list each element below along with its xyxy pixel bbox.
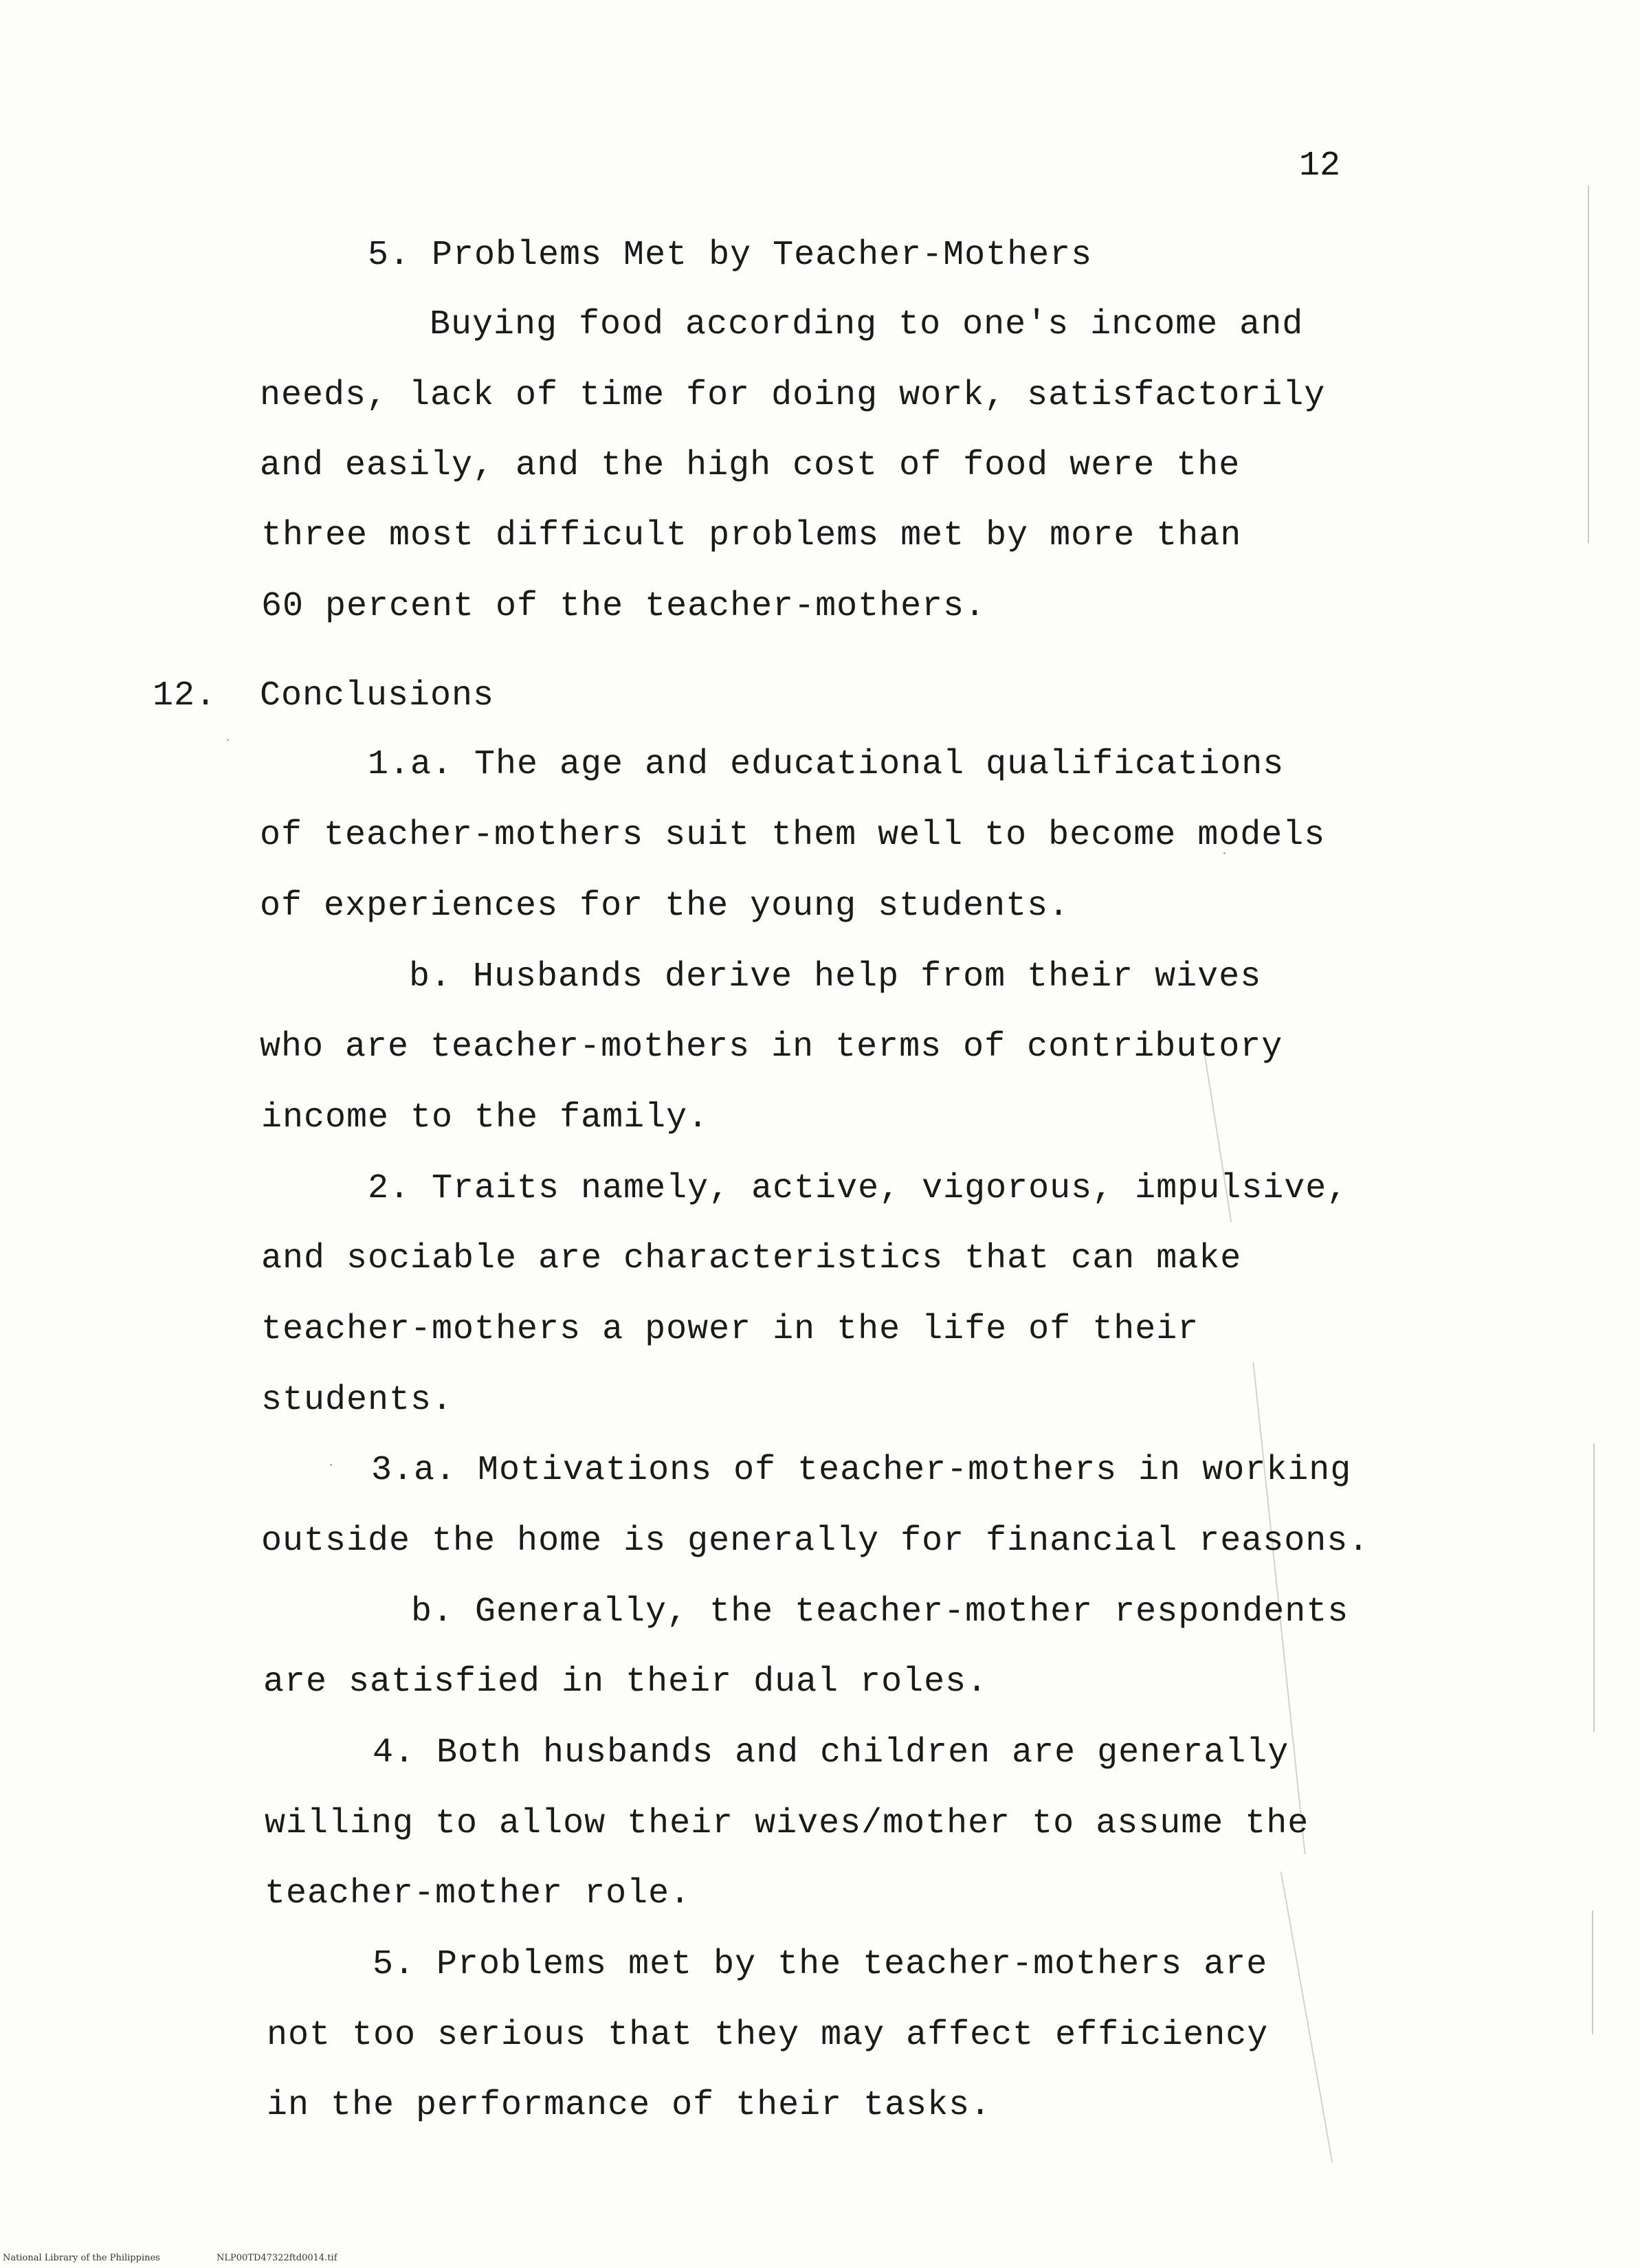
conclusion-line: not too serious that they may affect efficiency [267, 2016, 1269, 2055]
conclusion-line: willing to allow their wives/mother to assume the [265, 1804, 1309, 1843]
conclusion-line: b. Husbands derive help from their wives [409, 957, 1262, 997]
paper-crease [1281, 1871, 1333, 2163]
conclusion-line: of teacher-mothers suit them well to become models [260, 816, 1326, 855]
conclusion-line: students. [261, 1381, 454, 1420]
scan-speck [227, 739, 229, 741]
conclusion-line: 2. Traits namely, active, vigorous, impulsive, [368, 1169, 1349, 1208]
conclusion-line: 5. Problems met by the teacher-mothers are [373, 1945, 1268, 1984]
scan-edge-mark [1588, 186, 1589, 543]
conclusion-line: teacher-mother role. [265, 1874, 691, 1913]
paragraph-line: Buying food according to one's income and [430, 305, 1304, 344]
page-number: 12 [1299, 146, 1341, 186]
section-heading: 5. Problems Met by Teacher-Mothers [368, 236, 1093, 275]
conclusion-line: 4. Both husbands and children are generally [373, 1733, 1289, 1772]
scan-edge-mark [1592, 1911, 1593, 2034]
footer-file: NLP00TD47322ftd0014.tif [217, 2253, 337, 2263]
footer-library: National Library of the Philippines [3, 2253, 160, 2263]
conclusions-number: 12. [153, 676, 217, 715]
conclusion-line: and sociable are characteristics that can make [261, 1239, 1242, 1278]
conclusion-line: of experiences for the young students. [260, 887, 1070, 926]
conclusions-title: Conclusions [260, 676, 495, 715]
conclusion-line: who are teacher-mothers in terms of contributory [260, 1027, 1283, 1067]
conclusion-line: 1.a. The age and educational qualifications [368, 745, 1285, 784]
conclusion-line: 3.a. Motivations of teacher-mothers in working [371, 1451, 1352, 1490]
scan-edge-mark [1593, 1443, 1595, 1732]
paragraph-line: three most difficult problems met by more than [261, 516, 1242, 555]
conclusion-line: outside the home is generally for financial reasons. [261, 1522, 1370, 1561]
conclusion-line: b. Generally, the teacher-mother respondents [411, 1592, 1349, 1632]
paragraph-line: needs, lack of time for doing work, satisfactorily [260, 376, 1326, 415]
scan-speck [330, 1464, 332, 1466]
conclusion-line: income to the family. [261, 1098, 709, 1137]
conclusion-line: teacher-mothers a power in the life of their [261, 1310, 1199, 1349]
conclusion-line: are satisfied in their dual roles. [263, 1663, 988, 1702]
paragraph-line: and easily, and the high cost of food were the [260, 446, 1241, 485]
paragraph-line: 60 percent of the teacher-mothers. [261, 587, 986, 626]
conclusion-line: in the performance of their tasks. [267, 2086, 992, 2125]
